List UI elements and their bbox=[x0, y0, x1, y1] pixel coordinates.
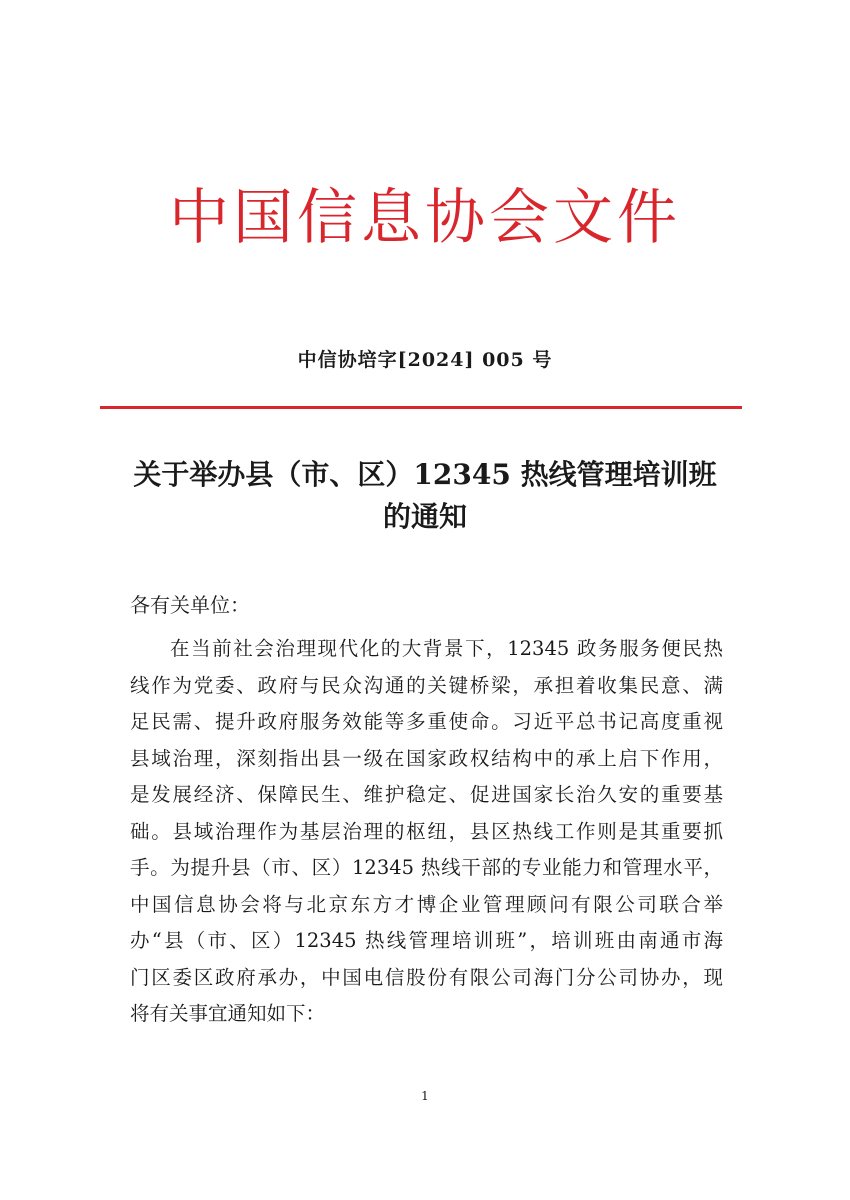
body-line: 是发展经济、保障民生、维护稳定、促进国家长治久安的重要基 bbox=[130, 783, 723, 806]
body-line: 县域治理，深刻指出县一级在国家政权结构中的承上启下作用， bbox=[130, 746, 723, 770]
body-line: 础。县域治理作为基层治理的枢纽，县区热线工作则是其重要抓 bbox=[130, 819, 723, 843]
page-number: 1 bbox=[421, 1089, 429, 1103]
body-line: 手。为提升县（市、区）12345 热线干部的专业能力和管理水平， bbox=[130, 856, 723, 879]
body-line: 办“县（市、区）12345 热线管理培训班”，培训班由南通市海 bbox=[130, 929, 723, 952]
document-header-title: 中国信息协会文件 bbox=[169, 183, 681, 253]
body-line: 线作为党委、政府与民众沟通的关键桥梁，承担着收集民意、满 bbox=[130, 673, 723, 697]
notice-title-line-1: 关于举办县（市、区）12345 热线管理培训班 bbox=[133, 458, 717, 491]
body-line: 在当前社会治理现代化的大背景下，12345 政务服务便民热 bbox=[170, 637, 723, 660]
body-line: 中国信息协会将与北京东方才博企业管理顾问有限公司联合举 bbox=[130, 892, 723, 916]
body-line: 足民需、提升政府服务效能等多重使命。习近平总书记高度重视 bbox=[130, 710, 723, 733]
salutation: 各有关单位： bbox=[130, 593, 250, 617]
body-paragraph bbox=[130, 631, 723, 1033]
document-number: 中信协培字[2024] 005 号 bbox=[297, 349, 553, 371]
notice-title-line-2: 的通知 bbox=[382, 500, 467, 533]
body-line: 将有关事宜通知如下： bbox=[130, 1002, 326, 1025]
red-divider-line bbox=[100, 406, 742, 409]
notice-title bbox=[0, 454, 850, 538]
body-line: 门区委区政府承办，中国电信股份有限公司海门分公司协办，现 bbox=[130, 965, 723, 989]
